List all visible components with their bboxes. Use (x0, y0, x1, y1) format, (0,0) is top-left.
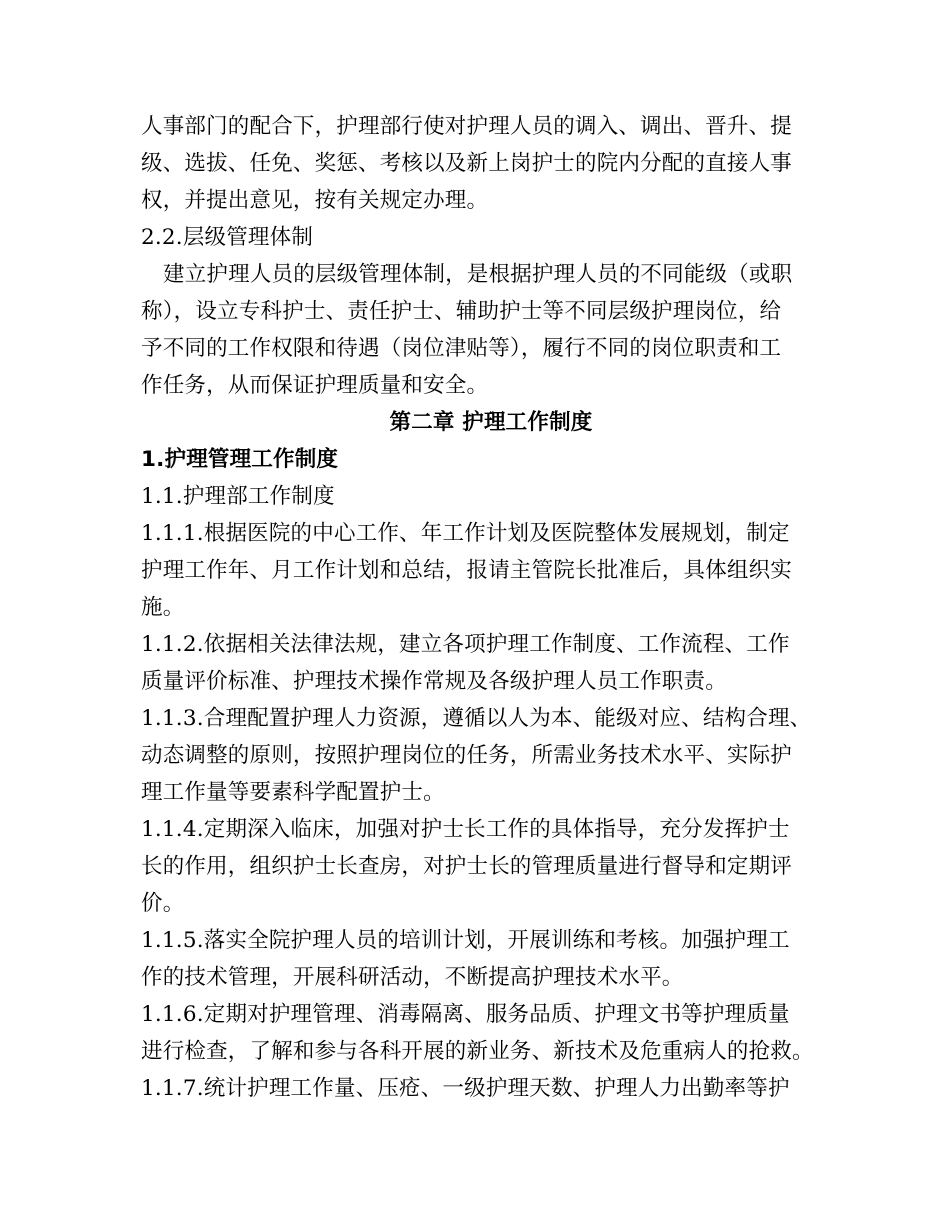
paragraph-line: 予不同的工作权限和待遇（岗位津贴等），履行不同的岗位职责和工 (141, 336, 782, 361)
document-body (141, 108, 821, 1107)
paragraph-line: 价。 (141, 891, 185, 916)
paragraph-line: 称），设立专科护士、责任护士、辅助护士等不同层级护理岗位，给 (141, 299, 782, 324)
paragraph-line: 理工作量等要素科学配置护士。 (141, 780, 445, 805)
paragraph-line: 作的技术管理，开展科研活动，不断提高护理技术水平。 (141, 965, 684, 990)
paragraph-line: 级、选拔、任免、奖惩、考核以及新上岗护士的院内分配的直接人事 (141, 151, 793, 176)
paragraph-line: 1.1.3.合理配置护理人力资源，遵循以人为本、能级对应、结构合理、 (141, 706, 812, 731)
paragraph-line: 1.1.2.依据相关法律法规，建立各项护理工作制度、工作流程、工作 (141, 632, 790, 657)
paragraph-line: 动态调整的原则，按照护理岗位的任务，所需业务技术水平、实际护 (141, 743, 793, 768)
subsection-heading: 2.2.层级管理体制 (141, 225, 314, 250)
paragraph-line: 权，并提出意见，按有关规定办理。 (141, 188, 489, 213)
paragraph-line: 长的作用，组织护士长查房，对护士长的管理质量进行督导和定期评 (141, 854, 793, 879)
section-heading: 1.护理管理工作制度 (141, 447, 339, 472)
paragraph-line: 1.1.5.落实全院护理人员的培训计划，开展训练和考核。加强护理工 (141, 928, 790, 953)
paragraph-line: 质量评价标准、护理技术操作常规及各级护理人员工作职责。 (141, 669, 727, 694)
paragraph-line: 人事部门的配合下，护理部行使对护理人员的调入、调出、晋升、提 (141, 114, 793, 139)
paragraph-line: 1.1.4.定期深入临床，加强对护士长工作的具体指导，充分发挥护士 (141, 817, 790, 842)
paragraph-line: 进行检查，了解和参与各科开展的新业务、新技术及危重病人的抢救。 (141, 1039, 814, 1064)
subsection-heading: 1.1.护理部工作制度 (141, 484, 335, 509)
chapter-title: 第二章 护理工作制度 (389, 410, 593, 435)
paragraph-line: 1.1.1.根据医院的中心工作、年工作计划及医院整体发展规划，制定 (141, 521, 790, 546)
paragraph-line: 建立护理人员的层级管理体制，是根据护理人员的不同能级（或职 (163, 262, 793, 287)
paragraph-line: 施。 (141, 595, 185, 620)
paragraph-line: 1.1.6.定期对护理管理、消毒隔离、服务品质、护理文书等护理质量 (141, 1002, 790, 1027)
paragraph-line: 作任务，从而保证护理质量和安全。 (141, 373, 489, 398)
paragraph-line: 护理工作年、月工作计划和总结，报请主管院长批准后，具体组织实 (141, 558, 793, 583)
paragraph-line: 1.1.7.统计护理工作量、压疮、一级护理天数、护理人力出勤率等护 (141, 1076, 790, 1101)
